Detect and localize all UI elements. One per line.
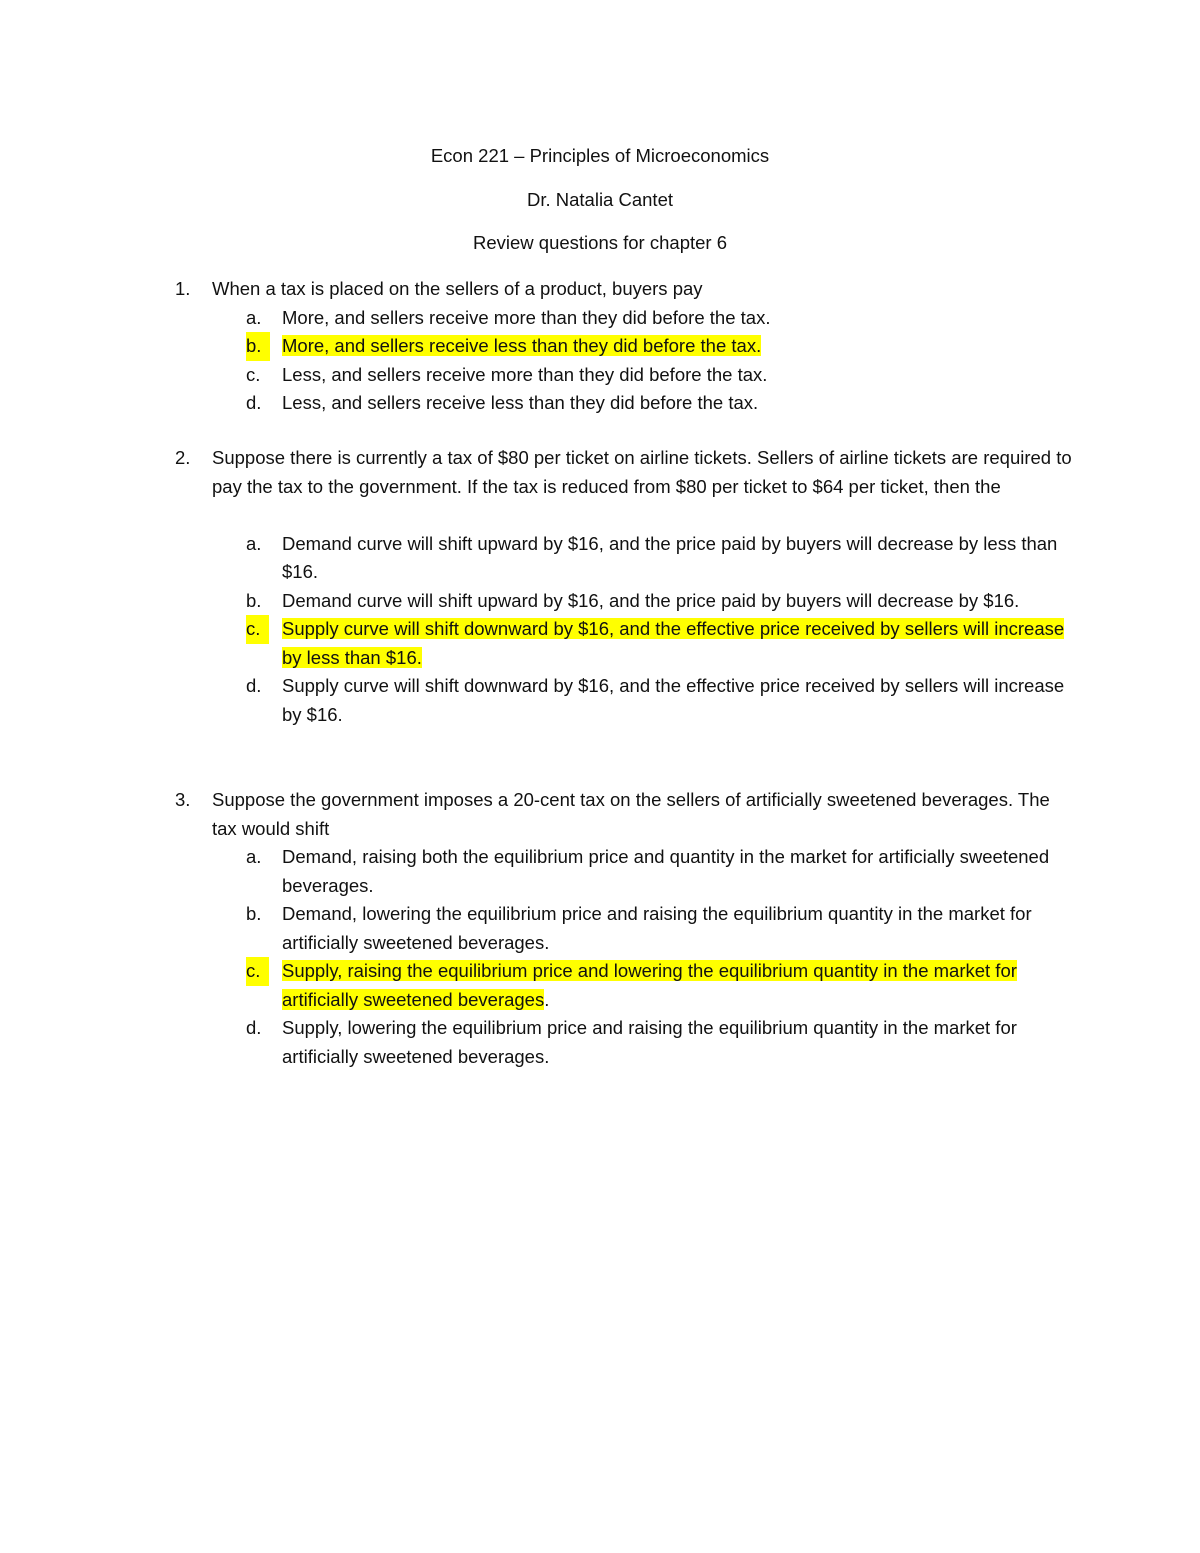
option-2c [0, 615, 1200, 672]
option-text: Supply curve will shift downward by $16, and the effective price received by sellers will increase by $16. [282, 675, 1065, 725]
question-3 [0, 786, 1200, 1071]
instructor-name: Dr. Natalia Cantet [526, 189, 673, 210]
question-number: 3. [175, 789, 191, 810]
option-2b [0, 587, 1200, 616]
option-letter: d. [246, 392, 262, 413]
option-text-highlighted: Supply, raising the equilibrium price and lowering the equilibrium quantity in the market for artificially sweetened beverages [282, 960, 1017, 1010]
question-1-stem [0, 275, 1200, 304]
option-3c [0, 957, 1200, 1014]
option-text: Less, and sellers receive less than they did before the tax. [282, 392, 759, 413]
course-title: Econ 221 – Principles of Microeconomics [430, 145, 770, 166]
question-text: Suppose the government imposes a 20-cent tax on the sellers of artificially sweetened beverages. The tax would shift [212, 789, 1050, 839]
question-number: 2. [175, 447, 191, 468]
option-letter: d. [246, 675, 262, 696]
question-text: Suppose there is currently a tax of $80 per ticket on airline tickets. Sellers of airline tickets are required to pay the tax to the government. If the tax is reduced from $80 per ticket to $64 per ticket, then the [212, 447, 1072, 497]
option-2d [0, 672, 1200, 729]
option-text: Demand, lowering the equilibrium price and raising the equilibrium quantity in the market for artificially sweetened beverages. [282, 903, 1032, 953]
option-3d [0, 1014, 1200, 1071]
option-2a [0, 530, 1200, 587]
option-text: More, and sellers receive more than they did before the tax. [282, 306, 771, 328]
option-letter: a. [246, 306, 262, 328]
option-letter: a. [246, 532, 262, 554]
option-letter: b. [246, 589, 262, 611]
option-letter: b. [246, 332, 270, 361]
option-letter: c. [246, 615, 269, 644]
option-letter: d. [246, 1017, 262, 1038]
option-3a [0, 843, 1200, 900]
option-letter: a. [246, 846, 262, 867]
option-1b [0, 332, 1200, 361]
option-trailing-period: . [544, 988, 550, 1010]
option-1a [0, 304, 1200, 333]
option-text-highlighted: More, and sellers receive less than they did before the tax. [282, 335, 762, 356]
question-3-stem [0, 786, 1200, 843]
question-1 [0, 275, 1200, 418]
option-letter: b. [246, 903, 262, 924]
option-letter: c. [246, 363, 261, 385]
option-text: Less, and sellers receive more than they did before the tax. [282, 363, 768, 385]
document-subtitle: Review questions for chapter 6 [473, 232, 727, 253]
question-2 [0, 444, 1200, 729]
option-text: Demand curve will shift upward by $16, and the price paid by buyers will decrease by $16. [282, 589, 1020, 611]
question-number: 1. [175, 278, 191, 299]
option-text: Demand, raising both the equilibrium price and quantity in the market for artificially sweetened beverages. [282, 846, 1050, 896]
option-text-highlighted: Supply curve will shift downward by $16, and the effective price received by sellers will increase by less than $16. [282, 618, 1065, 668]
option-letter: c. [246, 957, 269, 986]
option-text: Demand curve will shift upward by $16, and the price paid by buyers will decrease by less than $16. [282, 532, 1058, 582]
question-text: When a tax is placed on the sellers of a product, buyers pay [212, 278, 703, 299]
option-text: Supply, lowering the equilibrium price and raising the equilibrium quantity in the market for artificially sweetened beverages. [282, 1017, 1017, 1067]
question-2-stem [0, 444, 1200, 530]
option-3b [0, 900, 1200, 957]
option-1c [0, 361, 1200, 390]
option-1d [0, 389, 1200, 418]
